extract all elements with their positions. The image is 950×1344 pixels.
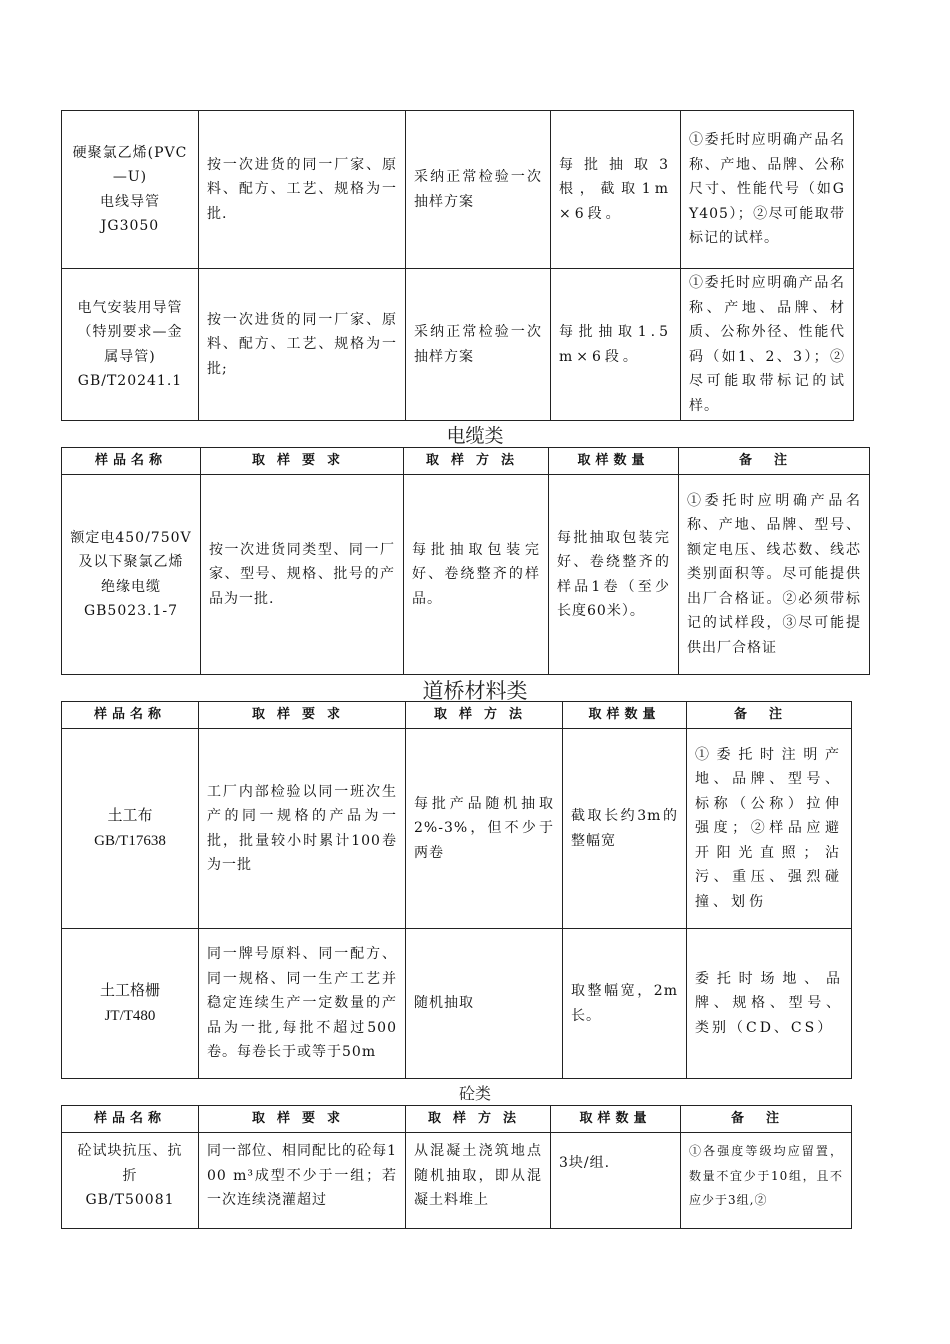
standard-code: GB/T20241.1 [77, 373, 183, 389]
cable-table [61, 447, 870, 675]
section-title-cable: 电缆类 [446, 425, 504, 447]
sampling-quantity-cell: 取整幅宽，2m长。 [563, 929, 687, 1079]
header-sample-name: 样品名称 [62, 448, 201, 475]
sampling-requirement-cell: 按一次进货同类型、同一厂家、型号、规格、批号的产品为一批. [201, 475, 404, 675]
header-method: 取样方法 [406, 1106, 551, 1133]
sampling-requirement-cell: 按一次进货的同一厂家、原料、配方、工艺、规格为一批; [199, 269, 406, 421]
notes-cell: ①委托时应明确产品名称、产地、品牌、材质、公称外径、性能代码（如1、2、3）；②尽可能取带标记的试样。 [681, 269, 854, 421]
notes-cell: 委托时场地、品牌、规格、型号、类别（CD、CS） [687, 929, 852, 1079]
header-notes: 备注 [681, 1106, 852, 1133]
sample-name-line: 电线导管 [100, 193, 160, 210]
table-row [62, 1133, 852, 1229]
sample-name-line: 电气安装用导管 [77, 299, 183, 316]
sampling-requirement-cell: 同一牌号原料、同一配方、同一规格、同一生产工艺并稳定连续生产一定数量的产品为一批,每批不超过500卷。每卷长于或等于50m [199, 929, 406, 1079]
sampling-requirement-cell: 工厂内部检验以同一班次生产的同一规格的产品为一批，批量较小时累计100卷为一批 [199, 729, 406, 929]
sampling-quantity-cell: 每批抽取3根，截取1m×6段。 [551, 111, 681, 269]
table-row [62, 929, 852, 1079]
header-quantity: 取样数量 [563, 702, 687, 729]
notes-cell: ①各强度等级均应留置，数量不宜少于10组，且不应少于3组,② [681, 1133, 852, 1229]
standard-code: GB/T50081 [85, 1192, 175, 1208]
standard-code: JT/T480 [104, 1007, 156, 1024]
header-quantity: 取样数量 [549, 448, 679, 475]
section-title-concrete: 砼类 [458, 1084, 491, 1103]
concrete-table [61, 1105, 852, 1229]
table-header-row [62, 448, 870, 475]
notes-cell: ①委托时应明确产品名称、产地、品牌、型号、额定电压、线芯数、线芯类别面积等。尽可能提供出厂合格证。②必须带标记的试样段，③尽可能提供出厂合格证 [679, 475, 870, 675]
header-notes: 备注 [679, 448, 870, 475]
sample-name-line: 土工格栅 [99, 983, 160, 999]
header-requirement: 取样要求 [201, 448, 404, 475]
table-row [62, 269, 854, 421]
road-bridge-table [61, 701, 852, 1079]
header-method: 取样方法 [404, 448, 549, 475]
sampling-quantity-cell: 3块/组. [551, 1133, 681, 1229]
sampling-quantity-cell: 每批抽取包装完好、卷绕整齐的样品1卷（至少长度60米）。 [549, 475, 679, 675]
standard-code: GB/T17638 [94, 832, 166, 849]
sample-name-cell [62, 111, 199, 269]
sample-name-line: 砼试块抗压、抗 [77, 1143, 183, 1159]
notes-cell: ①委托时注明产地、品牌、型号、标称（公称）拉伸强度；②样品应避开阳光直照；沾污、重压、强烈碰撞、划伤 [687, 729, 852, 929]
sample-name-cell [62, 729, 199, 929]
sampling-quantity-cell: 截取长约3m的整幅宽 [563, 729, 687, 929]
standard-code: GB5023.1-7 [83, 603, 179, 619]
header-requirement: 取样要求 [199, 1106, 406, 1133]
conduit-table [61, 110, 854, 421]
sample-name-line: 属导管) [104, 348, 156, 365]
notes-cell: ①委托时应明确产品名称、产地、品牌、公称尺寸、性能代号（如GY405）；②尽可能取带标记的试样。 [681, 111, 854, 269]
header-method: 取样方法 [406, 702, 563, 729]
sampling-requirement-cell: 按一次进货的同一厂家、原料、配方、工艺、规格为一批. [199, 111, 406, 269]
sample-name-cell [62, 1133, 199, 1229]
sampling-method-cell: 从混凝土浇筑地点随机抽取，即从混凝土料堆上 [406, 1133, 551, 1229]
sampling-method-cell: 采纳正常检验一次抽样方案 [406, 269, 551, 421]
header-quantity: 取样数量 [551, 1106, 681, 1133]
sample-name-line: （特别要求—金 [77, 324, 183, 340]
sampling-method-cell: 每批产品随机抽取2%-3%，但不少于两卷 [406, 729, 563, 929]
sample-name-line: 及以下聚氯乙烯 [78, 554, 184, 570]
sample-name-cell [62, 929, 199, 1079]
table-row [62, 111, 854, 269]
sample-name-line: 绝缘电缆 [101, 578, 161, 595]
sample-name-line: 额定电450/750V [70, 529, 192, 546]
sampling-requirement-cell: 同一部位、相同配比的砼每100 m³成型不少于一组；若一次连续浇灌超过 [199, 1133, 406, 1229]
sample-name-line: 折 [122, 1167, 138, 1184]
header-notes: 备注 [687, 702, 852, 729]
sample-name-line: —U) [112, 169, 148, 185]
table-header-row [62, 702, 852, 729]
sample-name-line: 土工布 [107, 808, 153, 824]
sampling-method-cell: 采纳正常检验一次抽样方案 [406, 111, 551, 269]
table-row [62, 729, 852, 929]
sampling-quantity-cell: 每批抽取1.5m×6段。 [551, 269, 681, 421]
header-sample-name: 样品名称 [62, 1106, 199, 1133]
header-sample-name: 样品名称 [62, 702, 199, 729]
sample-name-line: 硬聚氯乙烯(PVC [72, 144, 188, 161]
sampling-method-cell: 每批抽取包装完好、卷绕整齐的样品。 [404, 475, 549, 675]
table-header-row [62, 1106, 852, 1133]
table-row [62, 475, 870, 675]
sample-name-cell [62, 475, 201, 675]
sampling-method-cell: 随机抽取 [406, 929, 563, 1079]
header-requirement: 取样要求 [199, 702, 406, 729]
section-title-road-bridge: 道桥材料类 [422, 679, 528, 703]
sample-name-cell [62, 269, 199, 421]
standard-code: JG3050 [100, 218, 160, 234]
